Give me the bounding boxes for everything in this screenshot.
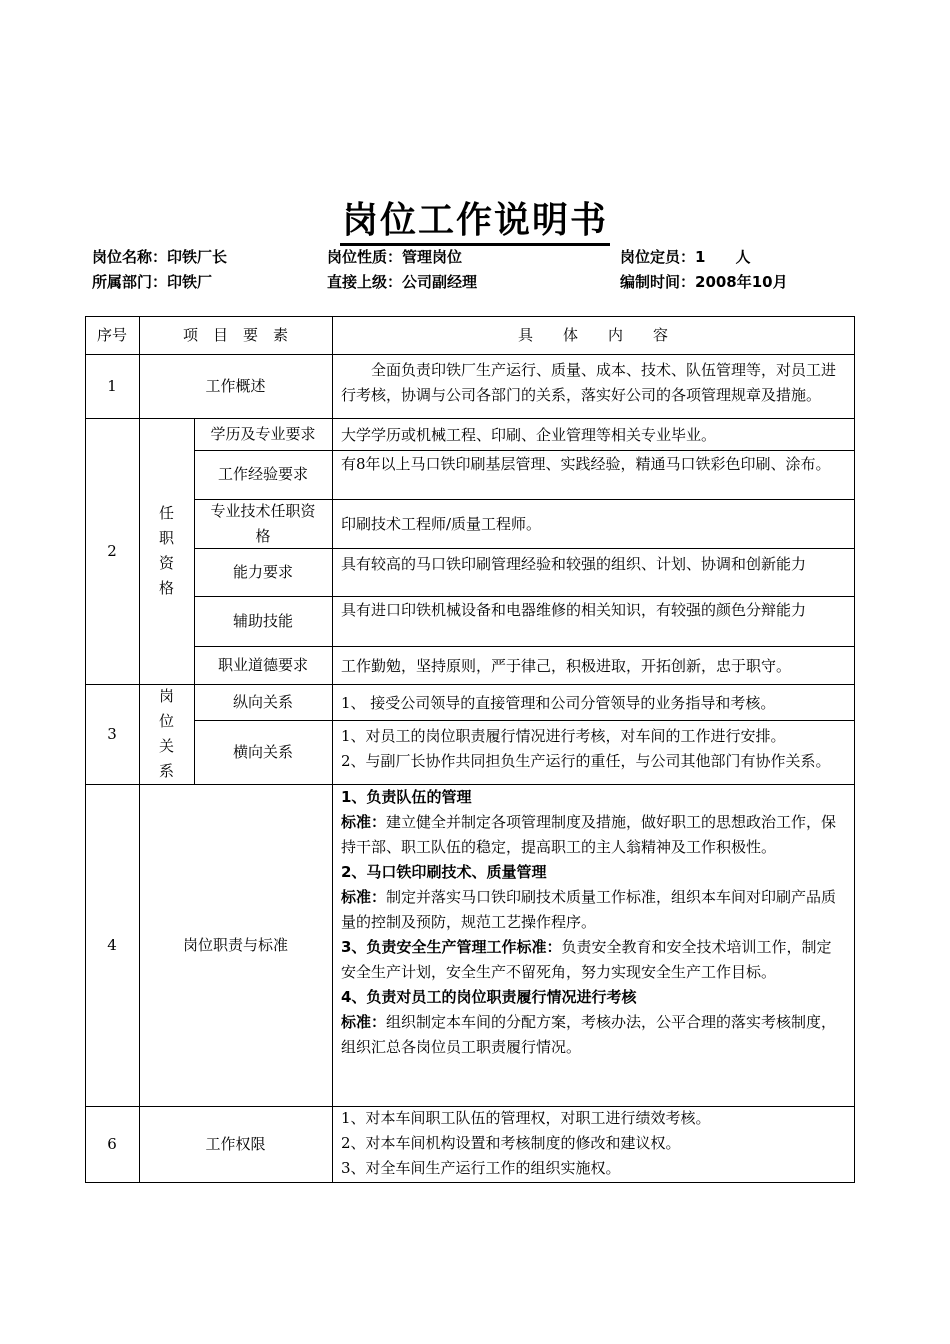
sub-label: 专业技术任职资格 — [210, 501, 316, 545]
sub-content: 1、 接受公司领导的直接管理和公司分管领导的业务指导和考核。 — [341, 693, 776, 712]
row-item: 工作权限 — [205, 1134, 266, 1153]
sub-label: 工作经验要求 — [217, 465, 308, 483]
standard-text: 制定并落实马口铁印刷技术质量工作标准，组织本车间对印刷产品质量的控制及预防，规范工艺操作程序。 — [341, 888, 837, 931]
sub-content: 大学学历或机械工程、印刷、企业管理等相关专业毕业。 — [341, 425, 717, 444]
authority-line: 1、对本车间职工队伍的管理权，对职工进行绩效考核。 — [341, 1109, 711, 1127]
sub-label: 纵向关系 — [232, 692, 293, 711]
sub-label: 学历及专业要求 — [210, 424, 316, 443]
row-no: 3 — [107, 724, 117, 743]
row-content — [332, 356, 854, 416]
post-department: 所属部门：印铁厂 — [92, 273, 213, 291]
row-no: 4 — [107, 935, 117, 954]
sub-content — [332, 722, 854, 782]
duty-heading: 3、负责安全生产管理工作标准： — [341, 938, 562, 956]
post-date: 编制时间：2008年10月 — [620, 273, 788, 291]
standard-label: 标准： — [341, 888, 387, 906]
duty-heading: 4、负责对员工的岗位职责履行情况进行考核 — [341, 988, 637, 1006]
group-label — [139, 418, 194, 684]
sub-content: 工作勤勉，坚持原则，严于律己，积极进取，开拓创新，忠于职守。 — [341, 656, 792, 675]
group-label-text: 任职资格 — [158, 504, 174, 597]
post-nature: 岗位性质：管理岗位 — [327, 248, 463, 266]
header-content: 具 体 内 容 — [517, 325, 668, 344]
standard-text: 组织制定本车间的分配方案，考核办法，公平合理的落实考核制度，组织汇总各岗位员工职责履行情况。 — [341, 1013, 837, 1056]
authority-content — [332, 1106, 854, 1182]
header-item: 项 目 要 素 — [182, 325, 288, 344]
duty-heading: 1、负责队伍的管理 — [341, 788, 472, 806]
post-name: 岗位名称：印铁厂长 — [92, 248, 228, 266]
sub-label: 横向关系 — [232, 742, 293, 761]
job-summary-text: 全面负责印铁厂生产运行、质量、成本、技术、队伍管理等，对员工进行考核，协调与公司各部门的关系，落实好公司的各项管理规章及措施。 — [341, 361, 837, 404]
duty-standard — [341, 885, 846, 935]
standard-text: 负责安全教育和安全技术培训工作，制定安全生产计划，安全生产不留死角，努力实现安全生产工作目标。 — [341, 938, 832, 981]
duty-standard — [341, 1010, 846, 1060]
authority-line: 3、对全车间生产运行工作的组织实施权。 — [341, 1159, 621, 1177]
row-no: 2 — [107, 541, 117, 560]
row-no: 1 — [107, 376, 117, 395]
post-superior: 直接上级：公司副经理 — [327, 273, 478, 291]
duty-heading: 2、马口铁印刷技术、质量管理 — [341, 863, 547, 881]
row-item: 岗位职责与标准 — [182, 935, 288, 954]
sub-content: 具有进口印铁机械设备和电器维修的相关知识，有较强的颜色分辩能力 — [341, 601, 807, 619]
post-count: 岗位定员：1 人 — [620, 248, 751, 266]
row-item: 工作概述 — [205, 376, 266, 395]
relation-line-2: 2、与副厂长协作共同担负生产运行的重任，与公司其他部门有协作关系。 — [341, 752, 831, 770]
group-label — [139, 684, 194, 784]
sub-label: 辅助技能 — [232, 611, 293, 630]
sub-label: 职业道德要求 — [217, 655, 308, 674]
standard-text: 建立健全并制定各项管理制度及措施，做好职工的思想政治工作，保持干部、职工队伍的稳定，提高职工的主人翁精神及工作积极性。 — [341, 813, 837, 856]
group-label-text: 岗位关系 — [158, 687, 174, 780]
duty-standard — [341, 810, 846, 860]
standard-label: 标准： — [341, 1013, 387, 1031]
relation-line-1: 1、对员工的岗位职责履行情况进行考核，对车间的工作进行安排。 — [341, 727, 786, 745]
sub-content: 具有较高的马口铁印刷管理经验和较强的组织、计划、协调和创新能力 — [341, 555, 807, 573]
sub-content: 有8年以上马口铁印刷基层管理、实践经验，精通马口铁彩色印刷、涂布。 — [341, 455, 831, 473]
sub-content: 印刷技术工程师/质量工程师。 — [341, 515, 542, 533]
page-title: 岗位工作说明书 — [0, 192, 950, 243]
row-no: 6 — [107, 1134, 117, 1153]
duties-content — [332, 785, 854, 1105]
header-no: 序号 — [96, 325, 127, 344]
sub-label: 能力要求 — [232, 562, 293, 581]
standard-label: 标准： — [341, 813, 387, 831]
authority-line: 2、对本车间机构设置和考核制度的修改和建议权。 — [341, 1134, 681, 1152]
duty-standard — [341, 935, 846, 985]
